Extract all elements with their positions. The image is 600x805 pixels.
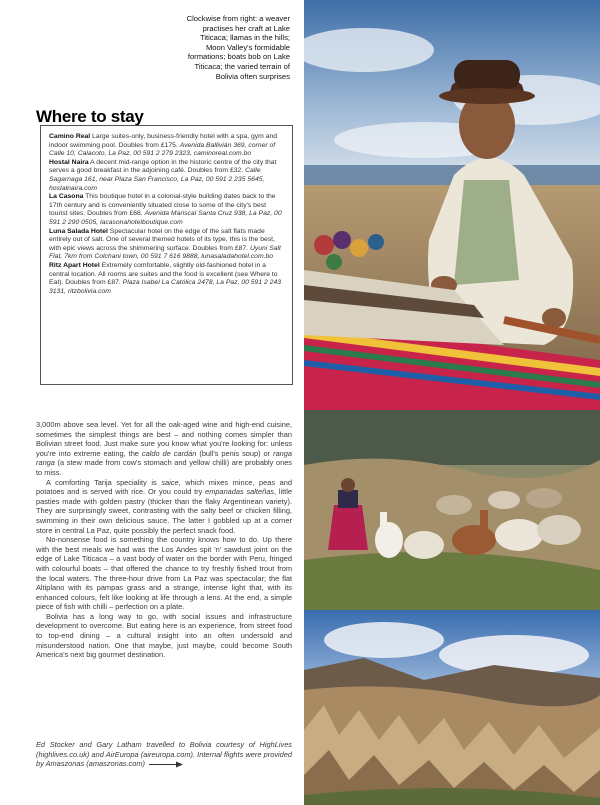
arrow-right-icon	[149, 761, 183, 768]
caption-line: Clockwise from right: a weaver	[186, 14, 290, 23]
hotel-entry	[49, 262, 285, 296]
paragraph-text: (a stew made from cow's stomach and yellow chilli) are probably ones to miss.	[36, 458, 292, 477]
hotel-entry	[49, 193, 285, 227]
caption-line: formations; boats bob on Lake	[187, 52, 290, 62]
moon-valley-photo	[304, 610, 600, 805]
italic-term: empanadas salteñas	[205, 487, 275, 497]
caption-line: practises her craft at Lake	[202, 23, 290, 33]
paragraph-text: , little pasties made with golden pastry (thicker than the flaky Argentinean variety). They are surprisingly sweet, contrasting with the salty beef or chicken filling, swimming in their own delicious sauce. The latter I gobbled up at a corner store in central La Paz, quite possibly the perfect snack food.	[36, 487, 292, 535]
hotel-address: Calle Sagarnaga 161, near Plaza San Francisco, La Paz, 00 591 2 235 5645, hostalnaira.com	[49, 167, 265, 192]
hotel-name: Hostal Naira	[49, 158, 89, 166]
paragraph-text: No-nonsense food is something the country knows how to do. Up there with the best meals we had was the Los Andes spit 'n' sawdust joint on the edge of Lake Titicaca – a vast body of water on the border with Peru, fringed with colourful boats – that offered the chance to try freshly fished trout from the local waters. The three-hour drive from La Paz was spectacular; the flat Altiplano with its pampas grass and a strange, intense light that, with its enhanced colours, felt like looking at life through a lens. At the end, a simple piece of fish with chilli – perfection on a plate.	[36, 535, 292, 612]
hotel-entry	[49, 159, 285, 193]
article-credit	[36, 740, 292, 769]
hotel-address: Avenida Ballivián 369, corner of Calle 10, Calacoto, La Paz, 00 591 2 279 2323, caminoreal.com.bo	[49, 141, 276, 158]
italic-term: ranga ranga	[36, 448, 293, 468]
hotel-address: Avenida Mariscal Santa Cruz 938, La Paz, 00 591 2 290 0505, lacasonahotelboutique.com	[49, 210, 282, 226]
hotel-address: Plaza Isabel La Católica 2478, La Paz, 00 591 2 243 3131, ritzbolivia.com	[49, 279, 282, 295]
hotel-description: Extremely comfortable, slightly old-fashioned hotel in a central location. All rooms are suites and the food is excellent (see Where to Eat). Doubles from £87.	[49, 261, 278, 287]
hotel-name: La Casona	[49, 193, 84, 201]
hotel-description: A decent mid-range option in the historic centre of the city that serves a good breakfast in the adjoining café. Doubles from £32.	[49, 158, 277, 175]
where-to-stay-heading: Where to stay	[36, 107, 144, 126]
italic-term: caldo de cardán	[141, 448, 197, 458]
paragraph-text: A comforting Tarija speciality is	[46, 477, 162, 487]
hotel-entry	[49, 133, 285, 159]
hotel-entry	[49, 228, 285, 262]
hotel-address: Uyuni Salt Flat, 7km from Colchani town, 00 591 7 616 9888, lunasaladahotel.com.bo	[49, 244, 281, 261]
article-paragraph	[36, 478, 292, 536]
weaver-photo	[304, 0, 600, 410]
paragraph-text: 3,000m above sea level. Yet for all the oak-aged wine and high-end cuisine, sometimes the simplest things are best – and nothing comes simpler than Bolivian street food. Just make sure you know what you're looking for: unless you're into extreme eating, the	[36, 420, 292, 458]
hotel-name: Luna Salada Hotel	[49, 227, 108, 235]
hotel-description: This boutique hotel in a colonial-style building dates back to the 17th century and is conveniently situated close to some of the city's best tourist sites. Doubles from £68.	[49, 193, 276, 218]
llamas-photo	[304, 410, 600, 610]
article-paragraph	[36, 612, 292, 660]
paragraph-text: (bull's penis soup) or	[196, 448, 274, 458]
credit-text: Ed Stocker and Gary Latham travelled to Bolivia courtesy of HighLives (highlives.co.uk) and AirEuropa (aireuropa.com). Internal flights were provided by Amaszonas (amaszonas.com)	[36, 740, 292, 769]
caption-line: Titicaca; llamas in the hills;	[199, 33, 290, 43]
caption-line: Bolivia often surprises	[215, 71, 290, 81]
hotel-name: Camino Real	[49, 133, 91, 140]
caption-line: Titicaca; the varied terrain of	[194, 61, 290, 71]
italic-term: saice	[161, 477, 179, 487]
photo-caption	[150, 14, 290, 81]
hotel-description: Spectacular hotel on the edge of the salt flats made entirely out of salt. One of several themed hotels of its type, this is the best, with epic views across the shimmering surface. Doubles from £87.	[49, 227, 275, 252]
article-paragraph	[36, 420, 292, 478]
paragraph-text: , which mixes mince, peas and potatoes and is served with rice. Or you could try	[36, 477, 292, 497]
article-body	[36, 420, 292, 660]
caption-line: Moon Valley's formidable	[205, 42, 290, 52]
paragraph-text: Bolivia has a long way to go, with social issues and infrastructure development to overcome. But eating here is an experience, from street food to top-end dining – a cultural insight into an often undersold and misunderstood nation. One that maybe, just maybe, could become South America's next big gourmet destination.	[36, 611, 292, 660]
hotel-list-box	[40, 125, 293, 385]
hotel-name: Ritz Apart Hotel	[49, 261, 100, 269]
hotel-description: Large suites-only, business-friendly hotel with a spa, gym and indoor swimming pool. Doubles from £175.	[49, 133, 278, 149]
article-paragraph	[36, 535, 292, 612]
